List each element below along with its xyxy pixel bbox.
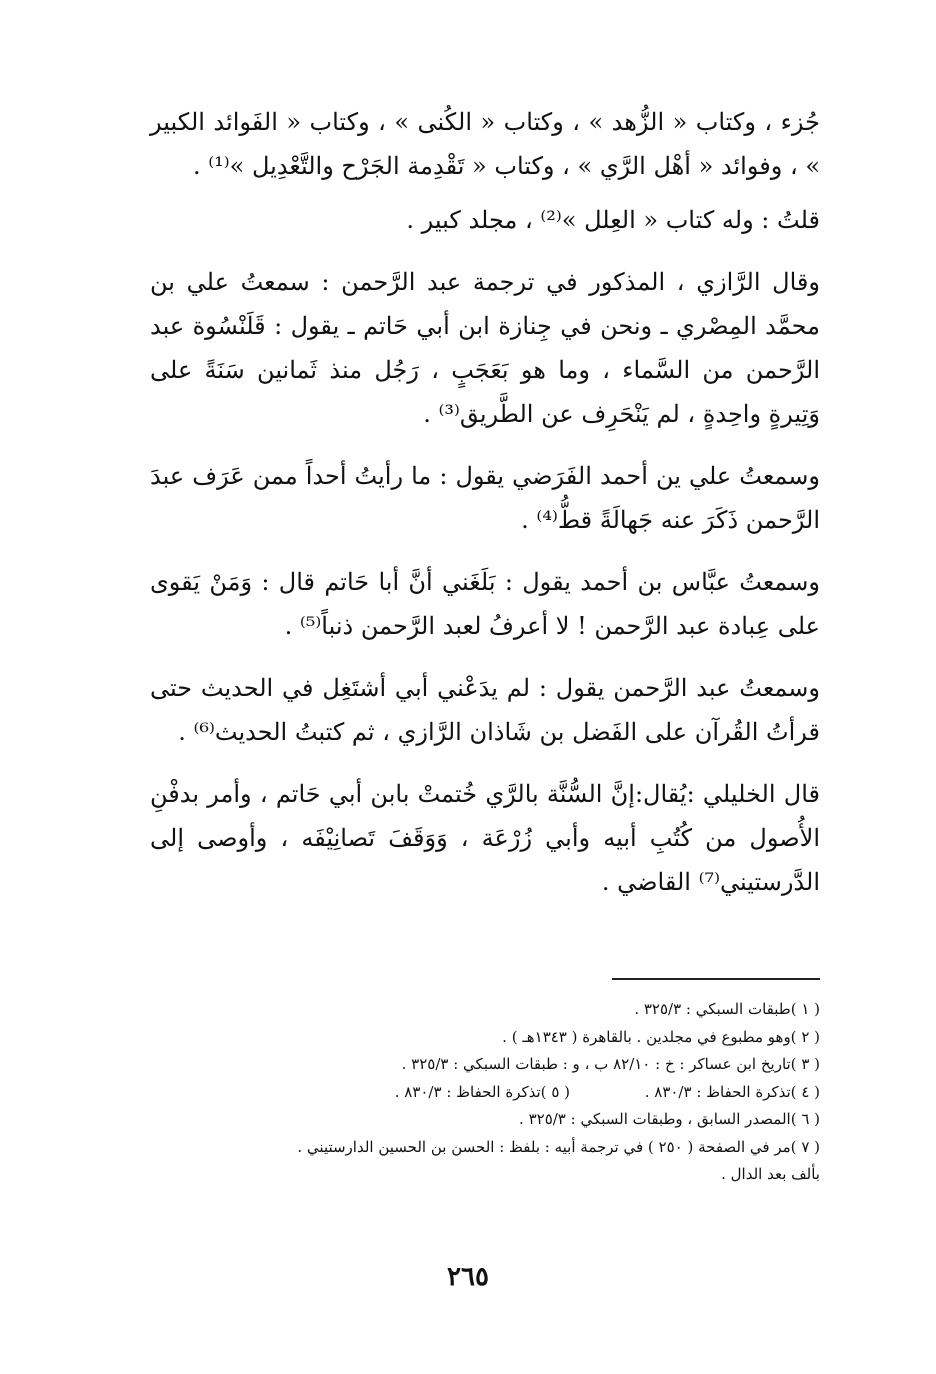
paragraph-razi-quote: وقال الرَّازي ، المذكور في ترجمة عبد الرَّحمن : سمعتُ علي بن محمَّد المِصْري ـ ونحن في جِنازة ابن أبي حَاتم ـ يقول : قَلَنْسُوة عبد الرَّحمن من السَّماء ، وما هو بَعَجَبٍ ، رَجُل منذ ثَمانين سَنَةً على وَتِيرةٍ واحِدةٍ ، لم يَنْحَرِف عن الطَّريق⁽³⁾ . [150, 268, 821, 428]
footnotes [150, 996, 820, 1189]
footnote-2: ( ٢ )وهو مطبوع في مجلدين . بالقاهرة ( ١٣٤٣هـ ) . [502, 1027, 820, 1046]
footnote-divider [612, 978, 820, 980]
main-text [150, 100, 820, 922]
footnote-4: ( ٤ )تذكرة الحفاظ : ٨٣٠/٣ . [644, 1082, 820, 1101]
paragraph-abbas-quote: وسمعتُ عبَّاس بن أحمد يقول : بَلَغَني أنَّ أبا حَاتم قال : وَمَنْ يَقوى على عِبادة عبد الرَّحمن ! لا أعرفُ لعبد الرَّحمن ذنباً⁽⁵⁾ . [150, 568, 820, 640]
footnote-1: ( ١ )طبقات السبكي : ٣٢٥/٣ . [634, 1000, 820, 1018]
footnote-row-4-5 [150, 1079, 820, 1107]
paragraph-book-list: جُزء ، وكتاب « الزُّهد » ، وكتاب « الكُنى » ، وكتاب « الفَوائد الكبير » ، وفوائد « أهْل الرَّي » ، وكتاب « تَقْدِمة الجَرْح والتَّعْدِيل »⁽¹⁾ . [150, 108, 820, 180]
paragraph-khalili-quote: قال الخليلي :يُقال:إنَّ السُّنَّة بالرَّي خُتمتْ بابن أبي حَاتم ، وأمر بدفْنِ الأُصول من كُتُبِ أبيه وأبي زُرْعَة ، وَوَقَفَ تَصانِيْفَه ، وأوصى إلى الدَّرستيني⁽⁷⁾ القاضي . [150, 780, 820, 896]
footnote-7-continued: بألف بعد الدال . [721, 1165, 820, 1183]
paragraph-kitab-al-ilal: قلتُ : وله كتاب « العِلل »⁽²⁾ ، مجلد كبير . [406, 206, 820, 234]
paragraph-abd-al-rahman-quote: وسمعتُ عبد الرَّحمن يقول : لم يدَعْني أبي أشتَغِل في الحديث حتى قرأتُ القُرآن على الفَضل بن شَاذان الرَّازي ، ثم كتبتُ الحديث⁽⁶⁾ . [150, 674, 820, 746]
footnote-5: ( ٥ )تذكرة الحفاظ : ٨٣٠/٣ . [394, 1082, 570, 1101]
page-number: ٢٦٥ [447, 1262, 489, 1292]
footnote-3: ( ٣ )تاريخ ابن عساكر : خ : ٨٢/١٠ ب ، و : طبقات السبكي : ٣٢٥/٣ . [401, 1055, 820, 1073]
footnote-7: ( ٧ )مر في الصفحة ( ٢٥٠ ) في ترجمة أبيه : بلفظ : الحسن بن الحسين الدارستيني . [297, 1137, 820, 1156]
footnote-6: ( ٦ )المصدر السابق ، وطبقات السبكي : ٣٢٥/٣ . [519, 1110, 820, 1128]
paragraph-faradi-quote: وسمعتُ علي ين أحمد الفَرَضي يقول : ما رأيتُ أحداً ممن عَرَف عبدَ الرَّحمن ذَكَرَ عنه جَهالَةً قطُّ⁽⁴⁾ . [150, 462, 820, 534]
